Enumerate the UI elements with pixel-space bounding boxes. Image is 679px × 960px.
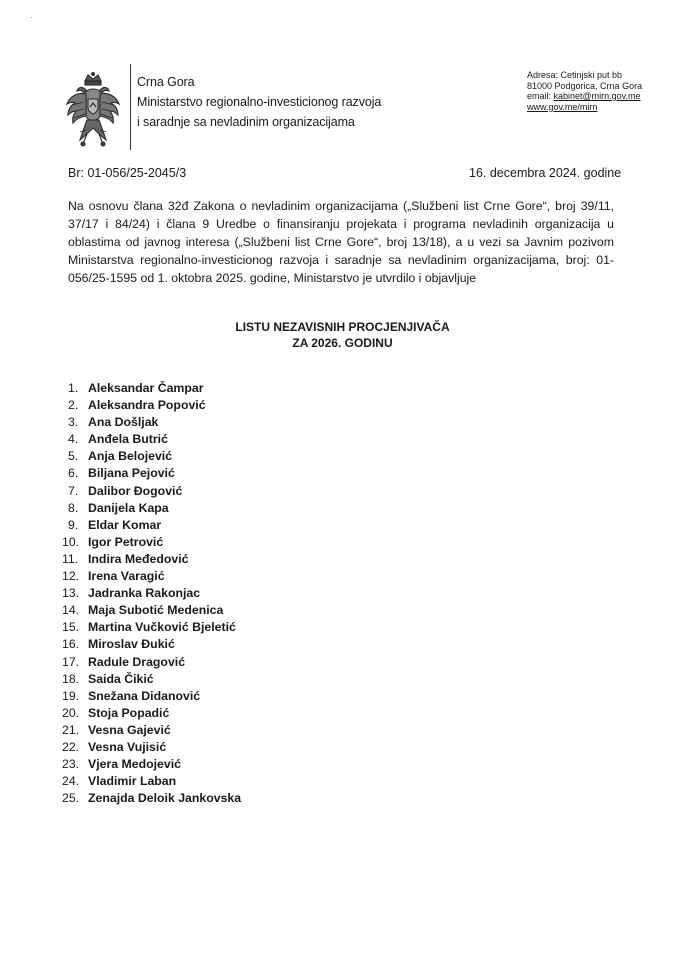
body-paragraph: Na osnovu člana 32đ Zakona o nevladinim organizacijama („Službeni list Crne Gore“, broj 39/11, 37/17 i 84/24) i člana 9 Uredbe o finansiranju projekata i programa nevladinih organizacija u oblastima od javnog interesa („Službeni list Crne Gore“, broj 13/18), a u vezi sa Javnim pozivom Ministarstva regionalno-investicionog razvoja i saradnje sa nevladinim organizacijama, broj: 01-056/25-1595 od 1. oktobra 2025. godine, Ministarstvo je utvrdilo i objavljuje bbox=[68, 199, 614, 286]
contact-website-link[interactable]: www.gov.me/mirn bbox=[527, 101, 598, 112]
org-line-country: Crna Gora bbox=[137, 75, 195, 89]
evaluator-name: Biljana Pejović bbox=[88, 466, 175, 481]
list-item bbox=[62, 619, 241, 636]
corner-mark: · bbox=[30, 12, 33, 22]
list-item-number: 13. bbox=[62, 586, 80, 601]
reference-date: 16. decembra 2024. godine bbox=[469, 166, 622, 180]
list-item bbox=[62, 671, 241, 688]
evaluator-name: Miroslav Đukić bbox=[88, 637, 175, 652]
evaluator-name: Saida Čikić bbox=[88, 671, 154, 686]
list-item bbox=[62, 739, 241, 756]
list-item bbox=[62, 705, 241, 722]
list-item-number: 4. bbox=[68, 432, 79, 447]
evaluator-name: Irena Varagić bbox=[88, 569, 165, 584]
organization-name bbox=[137, 72, 381, 132]
list-item bbox=[62, 756, 241, 773]
list-item-number: 14. bbox=[62, 603, 80, 618]
evaluator-list bbox=[62, 380, 242, 807]
evaluator-name: Martina Vučković Bjeletić bbox=[88, 620, 236, 635]
evaluator-name: Aleksandra Popović bbox=[88, 398, 206, 413]
list-item bbox=[62, 688, 241, 705]
list-item-number: 16. bbox=[62, 637, 80, 652]
list-item-number: 3. bbox=[68, 415, 79, 430]
list-item-number: 21. bbox=[62, 722, 80, 737]
contact-address: Adresa: Cetinjski put bb bbox=[527, 70, 623, 80]
list-item-number: 9. bbox=[68, 517, 79, 532]
list-item-number: 12. bbox=[62, 569, 80, 584]
list-item bbox=[62, 790, 242, 807]
contact-email-link[interactable]: kabinet@mirn.gov.me bbox=[553, 91, 641, 101]
list-item bbox=[62, 654, 241, 671]
montenegro-coat-of-arms-icon bbox=[64, 72, 122, 148]
title-line-1: LISTU NEZAVISNIH PROCJENJIVAČA bbox=[235, 320, 450, 334]
list-item-number: 19. bbox=[62, 688, 80, 703]
evaluator-name: Snežana Didanović bbox=[88, 688, 201, 703]
reference-number: Br: 01-056/25-2045/3 bbox=[68, 166, 187, 180]
contact-block bbox=[527, 70, 642, 112]
evaluator-name: Zenajda Deloik Jankovska bbox=[88, 791, 242, 806]
contact-city: 81000 Podgorica, Crna Gora bbox=[527, 80, 643, 91]
list-item bbox=[62, 534, 241, 551]
org-line-ministry-cont: i saradnje sa nevladinim organizacijama bbox=[137, 115, 355, 129]
list-item-number: 22. bbox=[62, 739, 80, 754]
list-item bbox=[62, 551, 241, 568]
contact-email-row bbox=[527, 91, 642, 102]
list-item-number: 1. bbox=[68, 381, 79, 395]
list-item-number: 17. bbox=[62, 654, 80, 669]
evaluator-name: Dalibor Đogović bbox=[88, 483, 183, 498]
evaluator-name: Vladimir Laban bbox=[88, 774, 177, 789]
evaluator-name: Stoja Popadić bbox=[88, 705, 170, 720]
list-item-number: 20. bbox=[62, 705, 80, 720]
evaluator-name: Vjera Medojević bbox=[88, 757, 181, 772]
evaluator-name: Indira Međedović bbox=[88, 551, 189, 566]
list-item bbox=[62, 773, 241, 790]
header-divider bbox=[130, 64, 131, 150]
list-item bbox=[62, 568, 241, 585]
list-item bbox=[68, 431, 241, 448]
list-item-number: 24. bbox=[62, 774, 80, 789]
list-item bbox=[68, 500, 241, 517]
list-item-number: 2. bbox=[68, 398, 79, 413]
evaluator-name: Jadranka Rakonjac bbox=[88, 586, 201, 601]
list-item-number: 18. bbox=[62, 671, 80, 686]
evaluator-name: Radule Dragović bbox=[88, 654, 186, 669]
evaluator-name: Igor Petrović bbox=[88, 534, 164, 549]
list-item-number: 11. bbox=[62, 551, 79, 566]
evaluator-name: Eldar Komar bbox=[88, 517, 162, 532]
list-item-number: 5. bbox=[68, 449, 79, 464]
evaluator-name: Vesna Vujisić bbox=[88, 739, 167, 754]
list-item-number: 8. bbox=[68, 500, 79, 515]
list-item bbox=[68, 465, 241, 482]
title-line-2: ZA 2026. GODINU bbox=[292, 336, 393, 350]
list-item bbox=[62, 722, 241, 739]
list-item-number: 7. bbox=[68, 483, 79, 498]
document-title bbox=[0, 319, 679, 351]
org-line-ministry: Ministarstvo regionalno-investicionog razvoja bbox=[137, 95, 382, 109]
list-item bbox=[62, 636, 241, 653]
list-item bbox=[68, 380, 241, 397]
list-item-number: 6. bbox=[68, 466, 79, 481]
list-item-number: 25. bbox=[62, 791, 80, 806]
evaluator-name: Vesna Gajević bbox=[88, 722, 171, 737]
evaluator-name: Ana Došljak bbox=[88, 415, 159, 430]
list-item bbox=[68, 397, 241, 414]
evaluator-name: Danijela Kapa bbox=[88, 500, 169, 515]
contact-email-label: email: bbox=[527, 91, 554, 101]
list-item bbox=[62, 585, 241, 602]
list-item bbox=[62, 602, 241, 619]
evaluator-name: Maja Subotić Medenica bbox=[88, 603, 224, 618]
list-item bbox=[68, 414, 241, 431]
evaluator-name: Anja Belojević bbox=[88, 449, 173, 464]
list-item bbox=[68, 448, 241, 465]
list-item-number: 10. bbox=[62, 534, 80, 549]
list-item-number: 23. bbox=[62, 757, 80, 772]
list-item-number: 15. bbox=[62, 620, 80, 635]
list-item bbox=[68, 483, 241, 500]
list-item bbox=[68, 517, 241, 534]
evaluator-name: Aleksandar Čampar bbox=[88, 381, 204, 395]
evaluator-name: Anđela Butrić bbox=[88, 432, 168, 447]
